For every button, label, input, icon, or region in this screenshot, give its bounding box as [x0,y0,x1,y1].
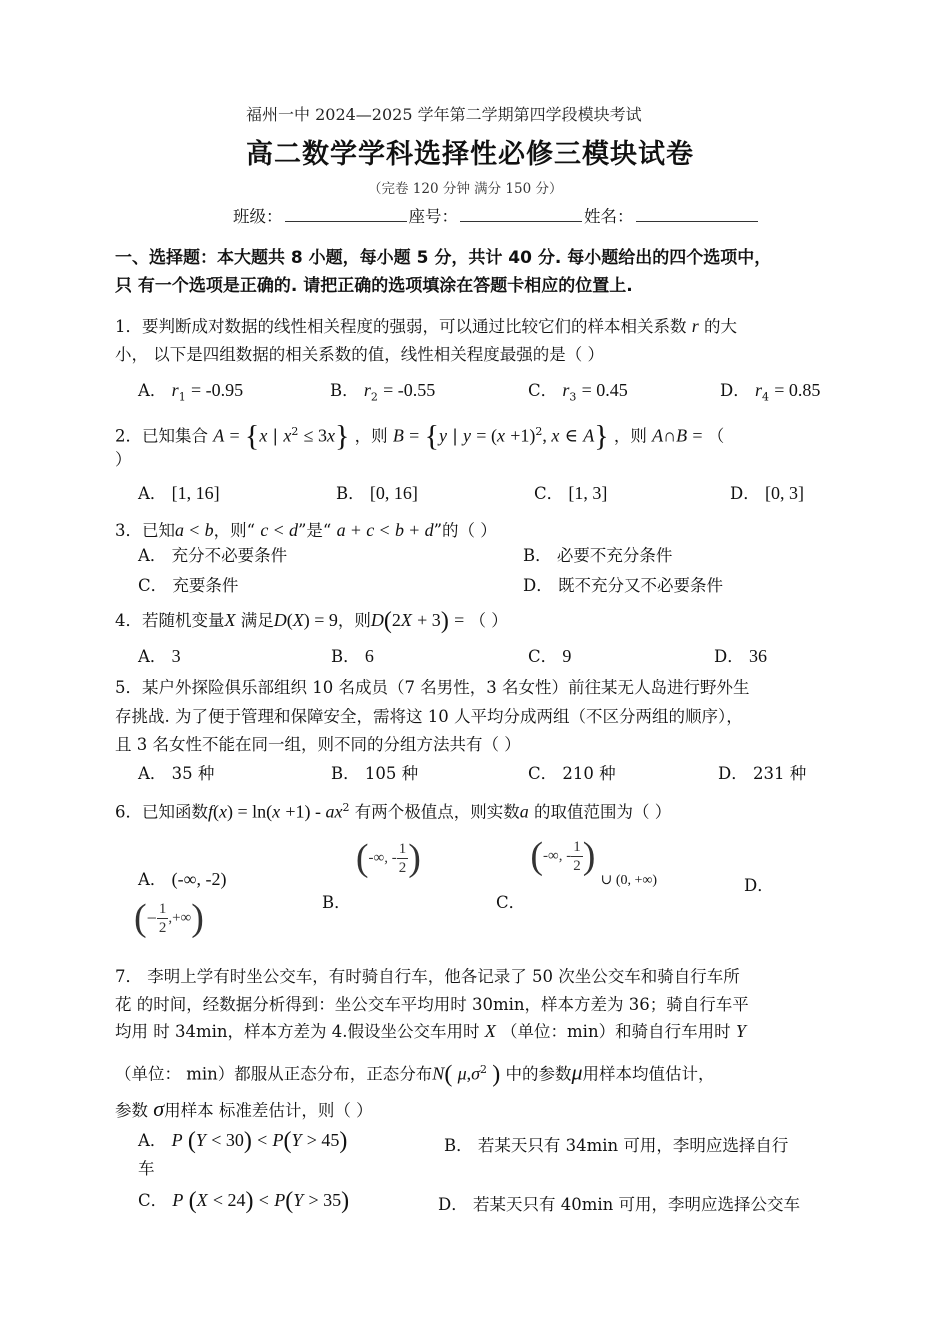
q2-option-a[interactable]: A． [1, 16] [138,483,220,503]
q1-option-d[interactable]: D． $r_4 = 0.85$ [720,380,821,404]
q6-option-c[interactable]: C． ( -∞, - $\frac{1}{2}$ ) $_{\cup (0, +\infty)}$ [496,835,658,912]
q7-line3: 均用 时 34min，样本方差为 4.假设坐公交车用时 X （单位：min）和骑自行车用时 Y [115,1021,746,1041]
seat-field[interactable] [460,207,582,222]
seat-label: 座号： [408,207,458,226]
q7-option-c[interactable]: C． P (X < 24) < P(Y > 35) [138,1188,350,1214]
q6-option-d[interactable]: ( − $\frac{1}{2}$ , +∞ ) [134,897,204,939]
q2-option-c[interactable]: C． [1, 3] [534,483,608,503]
page-title: 高二数学学科选择性必修三模块试卷 [246,139,694,170]
q1-stem: 1．要判断成对数据的线性相关程度的强弱，可以通过比较它们的样本相关系数 [115,317,687,336]
q4-option-c[interactable]: C． 9 [528,646,572,666]
exam-duration: （完卷 120 分钟 满分 150 分） [368,181,563,197]
q6-option-d-label[interactable]: D． [744,876,774,895]
q3-option-d[interactable]: D． 既不充分又不必要条件 [523,576,723,595]
q5-line3: 且 3 名女性不能在同一组，则不同的分组方法共有（ ） [115,735,521,754]
section-heading-1: 一、选择题：本大题共 8 小题，每小题 5 分，共计 40 分. 每小题给出的四个选项中， [115,248,772,268]
q5-line1: 5．某户外探险俱乐部组织 10 名成员（7 名男性，3 名女性）前往某无人岛进行野外生 [115,678,750,697]
q7-line1: 7． 李明上学有时坐公交车，有时骑自行车，他各记录了 50 次坐公交车和骑自行车所 [115,967,740,986]
class-label: 班级： [233,207,283,226]
name-label: 姓名： [584,207,634,226]
q7-option-b-wrap: 车 [138,1159,155,1178]
student-info-line [233,203,760,227]
q2-stem: 2．已知集合 [115,426,208,446]
q2-option-b[interactable]: B． [0, 16] [336,483,418,503]
q4-option-a[interactable]: A． 3 [138,646,181,666]
q2-line1: 2．已知集合 A = {x | $x^2 \le 3x$} ，则 B = {y | $y = (x +1)^2$, x ∈ A} ，则 A∩B = （ [115,419,725,453]
q7-line4: （单位： min）都服从正态分布，正态分布N( $\mu,\sigma^2$ ) 中的参数μ用样本均值估计， [115,1059,715,1088]
q3-option-b[interactable]: B． 必要不充分条件 [523,546,673,565]
q3-option-a[interactable]: A． 充分不必要条件 [138,546,288,565]
q7-option-a[interactable]: A． P (Y < 30) < P(Y > 45) [138,1128,348,1154]
q7-option-d[interactable]: D． 若某天只有 40min 可用，李明应选择公交车 [438,1195,801,1214]
q1-stem-end: 的大 [704,317,738,336]
school-line: 福州一中 2024—2025 学年第二学期第四学段模块考试 [246,105,642,124]
q3-option-c[interactable]: C． 充要条件 [138,576,239,595]
q2-option-d[interactable]: D． [0, 3] [730,483,804,503]
q5-line2: 存挑战. 为了便于管理和保障安全，需将这 10 人平均分成两组（不区分两组的顺序）， [115,707,743,726]
q6-option-b[interactable]: B． ( -∞, - $\frac{1}{2}$ ) [322,837,421,912]
q3-line1: 3．已知a < b，则“ c < d”是“ a + c < b + d”的（ ） [115,520,497,540]
q6-line1: 6．已知函数$f(x) = \ln(x +1) - ax^2$ 有两个极值点，则实数a 的取值范围为（ ） [115,801,672,822]
q4-line1: 4．若随机变量X 满足D(X) = 9，则D(2X + 3) = （ ） [115,608,508,634]
q1-line1 [115,312,737,341]
q6-option-a[interactable]: A． (-∞, -2) [138,869,227,889]
name-field[interactable] [636,207,758,222]
q1-line2: 小， 以下是四组数据的相关系数的值，线性相关程度最强的是（ ） [115,345,604,364]
q7-line2: 花 的时间，经数据分析得到：坐公交车平均用时 30min，样本方差为 36；骑自行车平 [115,995,749,1014]
q5-option-d[interactable]: D． 231 种 [718,764,807,783]
q1-option-a[interactable]: A． $r_1 = -0.95$ [138,380,244,404]
q4-option-b[interactable]: B． 6 [331,646,374,666]
class-field[interactable] [285,207,407,222]
q5-option-c[interactable]: C． 210 种 [528,764,616,783]
q4-option-d[interactable]: D． 36 [714,646,767,666]
q1-option-b[interactable]: B． $r_2 = -0.55$ [330,380,436,404]
section-heading-2: 只 有一个选项是正确的. 请把正确的选项填涂在答题卡相应的位置上. [115,276,633,296]
q7-line5: 参数 σ用样本 标准差估计，则（ ） [115,1096,373,1121]
q7-option-b[interactable]: B． 若某天只有 34min 可用，李明应选择自行 [444,1136,789,1155]
q5-option-a[interactable]: A． 35 种 [138,764,215,783]
q2-line2: ） [115,450,132,469]
q1-var: r [691,316,699,336]
q5-option-b[interactable]: B． 105 种 [331,764,419,783]
q1-option-c[interactable]: C． $r_3 = 0.45$ [528,380,628,404]
